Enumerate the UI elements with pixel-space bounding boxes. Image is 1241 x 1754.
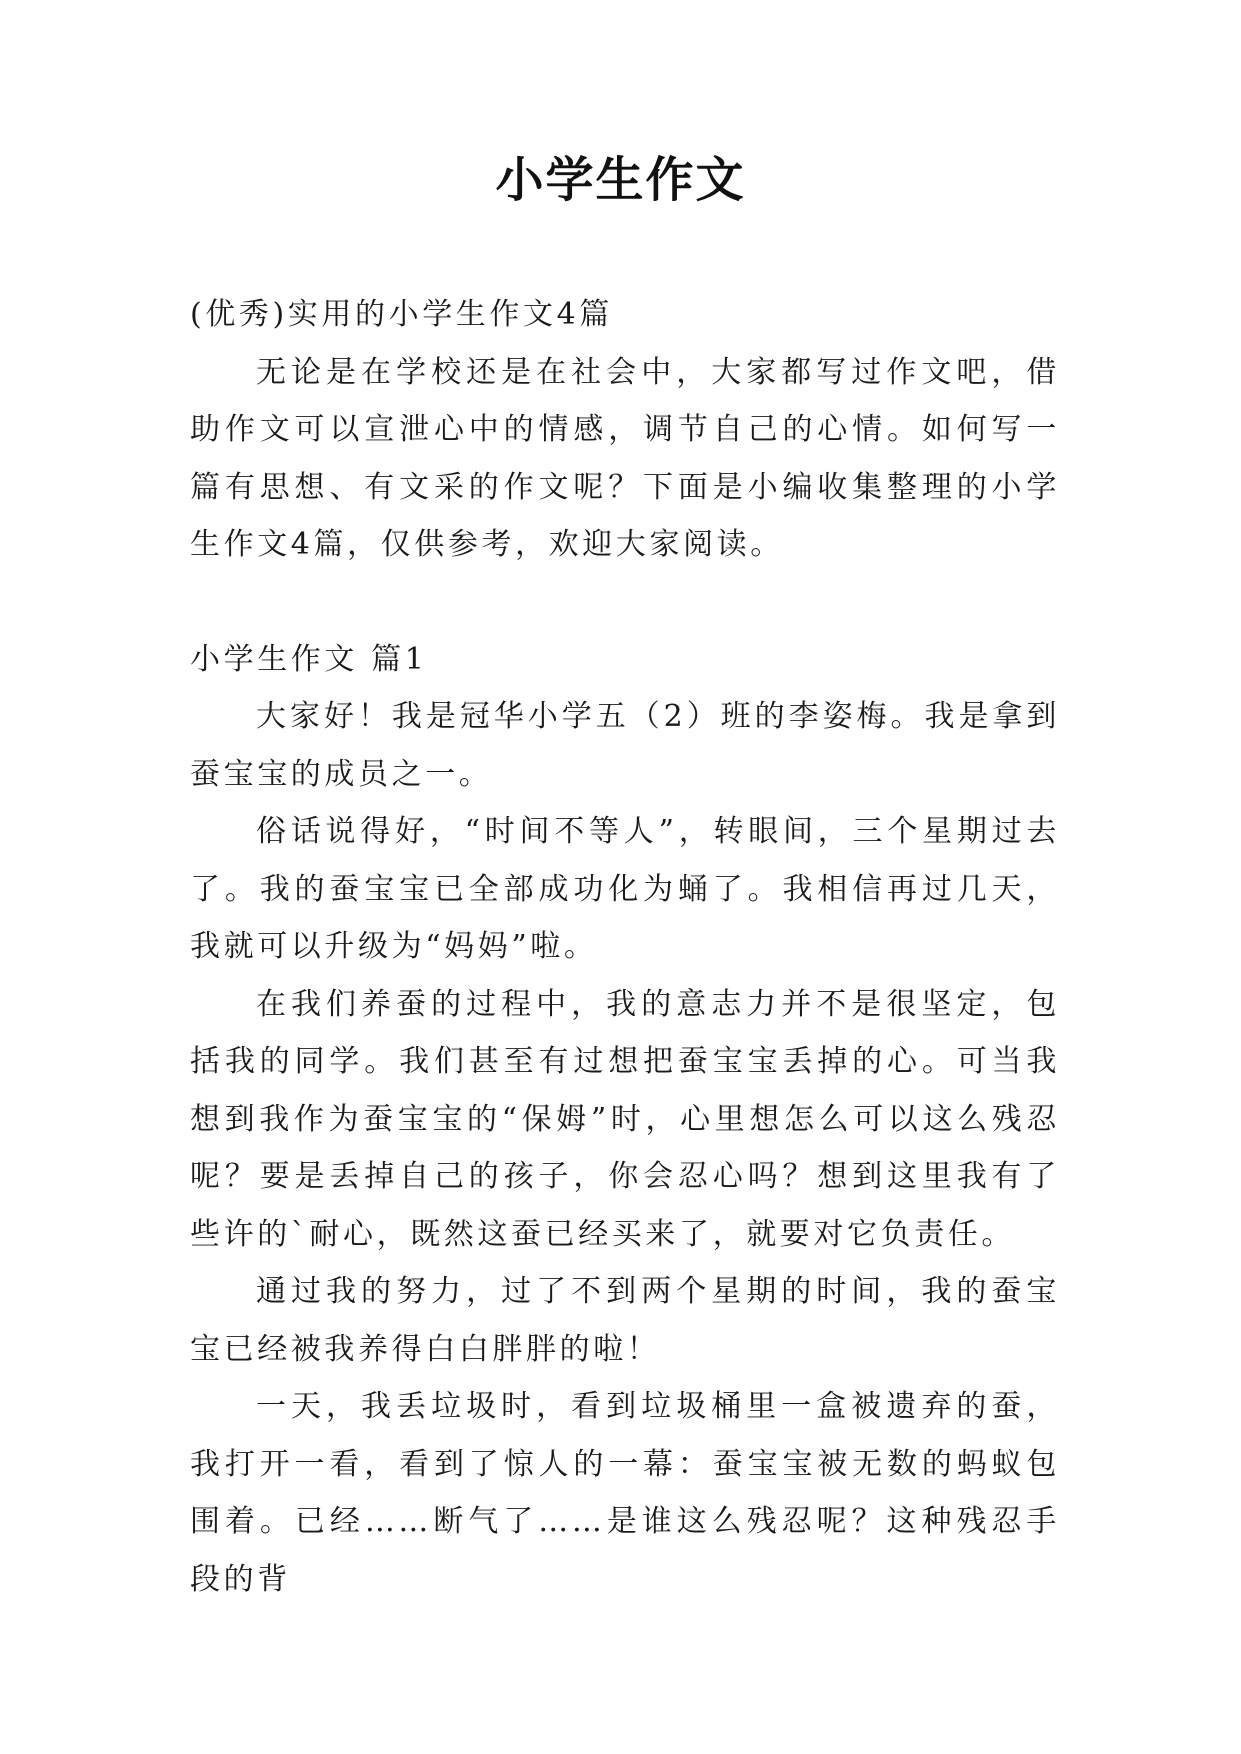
section-heading: 小学生作文 篇1 — [190, 641, 428, 677]
intro-paragraph: 无论是在学校还是在社会中，大家都写过作文吧，借助作文可以宣泄心中的情感，调节自己的心情。如何写一篇有思想、有文采的作文呢？下面是小编收集整理的小学生作文4篇，仅供参考，欢迎大家阅读。 — [190, 354, 1060, 562]
document-subtitle: (优秀)实用的小学生作文4篇 — [190, 297, 613, 332]
document-body — [190, 286, 1060, 1608]
body-paragraph: 通过我的努力，过了不到两个星期的时间，我的蚕宝宝已经被我养得白白胖胖的啦！ — [190, 1274, 1060, 1367]
document-title: 小学生作文 — [495, 152, 746, 208]
body-paragraph: 俗话说得好，“时间不等人”，转眼间，三个星期过去了。我的蚕宝宝已全部成功化为蛹了。我相信再过几天，我就可以升级为“妈妈”啦。 — [190, 814, 1060, 964]
body-paragraph: 一天，我丢垃圾时，看到垃圾桶里一盒被遗弃的蚕，我打开一看，看到了惊人的一幕：蚕宝宝被无数的蚂蚁包围着。已经……断气了……是谁这么残忍呢？这种残忍手段的背 — [190, 1389, 1060, 1597]
body-paragraph: 在我们养蚕的过程中，我的意志力并不是很坚定，包括我的同学。我们甚至有过想把蚕宝宝丢掉的心。可当我想到我作为蚕宝宝的“保姆”时，心里想怎么可以这么残忍呢？要是丢掉自己的孩子，你会忍心吗？想到这里我有了些许的`耐心，既然这蚕已经买来了，就要对它负责任。 — [190, 986, 1060, 1252]
body-paragraph: 大家好！我是冠华小学五（2）班的李姿梅。我是拿到蚕宝宝的成员之一。 — [190, 699, 1060, 792]
